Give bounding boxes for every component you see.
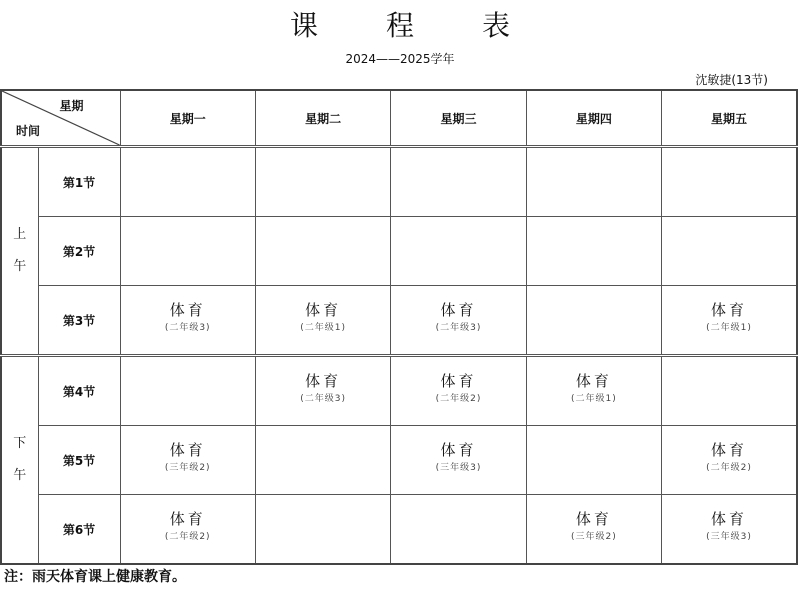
class-name: (二年级3): [300, 394, 346, 404]
day-header: 星期五: [662, 90, 797, 147]
period-label: 第3节: [38, 286, 120, 356]
schedule-cell: [120, 217, 255, 286]
corner-weekday-label: 星期: [59, 99, 84, 113]
period-label: 第6节: [38, 495, 120, 565]
subject: 体育: [575, 510, 612, 528]
schedule-cell: [662, 286, 797, 356]
session-char: 下: [13, 436, 27, 451]
class-name: (二年级3): [164, 323, 211, 333]
schedule-cell: [391, 426, 526, 495]
schedule-cell: [662, 495, 797, 565]
session-char: 午: [13, 468, 27, 483]
subject: 体育: [169, 301, 206, 319]
schedule-cell: [526, 147, 661, 217]
class-name: (二年级1): [300, 323, 346, 333]
subject: 体育: [711, 301, 748, 319]
schedule-cell: [526, 217, 661, 286]
subject: 体育: [440, 372, 477, 390]
schedule-cell: [662, 426, 797, 495]
corner-time-label: 时间: [16, 124, 41, 138]
subject: 体育: [575, 372, 612, 390]
class-name: (二年级2): [164, 532, 211, 542]
schedule-cell: [255, 356, 390, 426]
schedule-cell: [662, 356, 797, 426]
subject: 体育: [440, 441, 477, 459]
schedule-cell: [255, 426, 390, 495]
schedule-cell: [391, 286, 526, 356]
schedule-cell: [391, 217, 526, 286]
class-name: (二年级2): [706, 463, 752, 473]
schedule-cell: [120, 286, 255, 356]
class-name: (二年级2): [435, 394, 482, 404]
period-row: [1, 286, 797, 356]
period-label: 第1节: [38, 147, 120, 217]
session-label: [1, 356, 38, 565]
day-header: 星期三: [391, 90, 526, 147]
title-char: 程: [385, 9, 414, 42]
school-year: 2024——2025学年: [345, 52, 455, 66]
schedule-cell: [120, 147, 255, 217]
schedule-cell: [526, 356, 661, 426]
session-char: 上: [13, 227, 27, 242]
page-title: [0, 4, 800, 44]
session-label: [1, 147, 38, 356]
period-label: 第2节: [38, 217, 120, 286]
schedule-cell: [662, 217, 797, 286]
schedule-cell: [255, 495, 390, 565]
teacher-name: 沈敏捷(13节): [695, 73, 768, 87]
schedule-cell: [391, 147, 526, 217]
schedule-cell: [255, 147, 390, 217]
subject: 体育: [169, 510, 206, 528]
session-char: 午: [13, 259, 27, 274]
title-char: 表: [482, 9, 511, 42]
day-header: 星期二: [255, 90, 390, 147]
schedule-cell: [662, 147, 797, 217]
period-row: [1, 147, 797, 217]
subject: 体育: [169, 441, 206, 459]
subject: 体育: [440, 301, 477, 319]
subject: 体育: [305, 301, 342, 319]
period-label: 第5节: [38, 426, 120, 495]
schedule-cell: [391, 495, 526, 565]
class-name: (二年级1): [570, 394, 617, 404]
schedule-cell: [526, 426, 661, 495]
day-header: 星期四: [526, 90, 661, 147]
schedule-cell: [120, 356, 255, 426]
schedule-cell: [120, 426, 255, 495]
subject: 体育: [711, 510, 748, 528]
title-char: 课: [289, 9, 318, 42]
subject: 体育: [711, 441, 748, 459]
day-header: 星期一: [120, 90, 255, 147]
class-name: (二年级3): [435, 323, 482, 333]
schedule-cell: [255, 217, 390, 286]
schedule-cell: [526, 286, 661, 356]
footnote: 注：雨天体育课上健康教育。: [4, 569, 186, 585]
period-label: 第4节: [38, 356, 120, 426]
timetable: [0, 89, 798, 565]
class-name: (二年级1): [706, 323, 752, 333]
period-row: [1, 356, 797, 426]
class-name: (三年级2): [570, 532, 617, 542]
schedule-cell: [255, 286, 390, 356]
class-name: (三年级3): [435, 463, 482, 473]
schedule-cell: [120, 495, 255, 565]
corner-header: [1, 90, 120, 147]
period-row: [1, 495, 797, 565]
schedule-cell: [391, 356, 526, 426]
period-row: [1, 426, 797, 495]
schedule-cell: [526, 495, 661, 565]
header-row: [1, 90, 797, 147]
class-name: (三年级3): [706, 532, 752, 542]
class-name: (三年级2): [164, 463, 211, 473]
period-row: [1, 217, 797, 286]
subject: 体育: [305, 372, 342, 390]
